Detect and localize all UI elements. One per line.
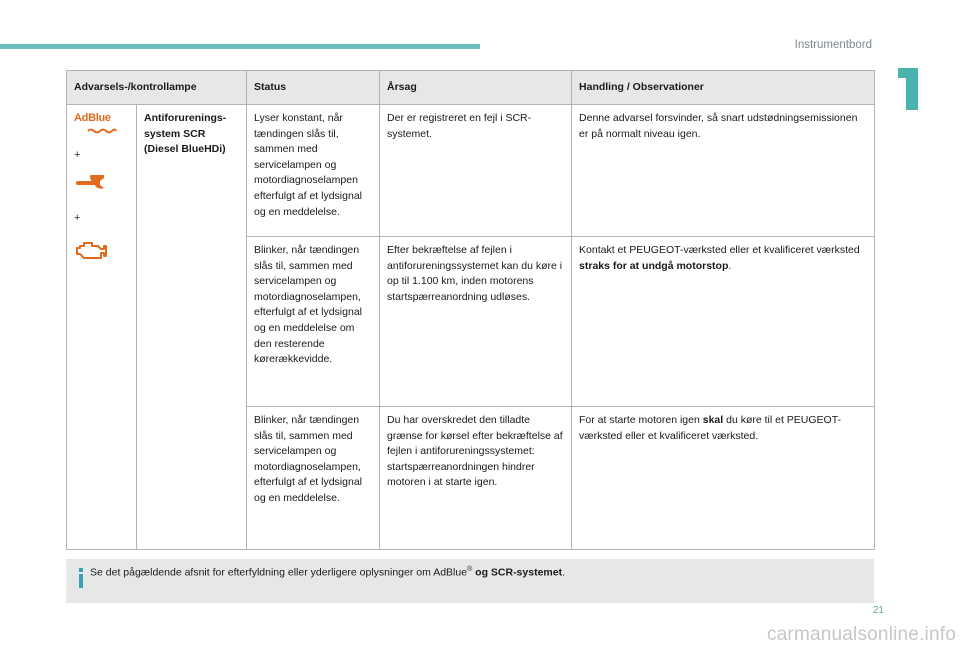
status-cell: Blinker, når tændingen slås til, sammen med servicelampen og motordiagnoselampen, efterfulgt af et lydsignal og en meddelelse om den resterende kørerækkevidde. [247, 237, 380, 407]
col-header-lamp: Advarsels-/kontrollampe [67, 71, 247, 105]
watermark: carmanualsonline.info [766, 624, 956, 645]
top-accent-bar [0, 44, 480, 49]
chapter-number-marker [898, 68, 920, 110]
adblue-warning-icon: AdBlue [74, 111, 129, 134]
service-wrench-icon [74, 175, 129, 197]
section-title: Instrumentbord [794, 39, 872, 51]
col-header-action: Handling / Observationer [572, 71, 875, 105]
lamp-icons-cell [67, 105, 137, 550]
plus-sign: + [74, 211, 81, 224]
status-cell: Blinker, når tændingen slås til, sammen med servicelampen og motordiagnoselampen, efterfulgt af et lydsignal og en meddelelse. [247, 407, 380, 550]
action-cell: Kontakt et PEUGEOT-værksted eller et kvalificeret værksted straks for at undgå motorstop. [572, 237, 875, 407]
status-cell: Lyser konstant, når tændingen slås til, sammen med servicelampen og motordiagnoselampen efterfulgt af et lydsignal og en meddelelse. [247, 105, 380, 237]
col-header-status: Status [247, 71, 380, 105]
cause-cell: Der er registreret en fejl i SCR-systemet. [380, 105, 572, 237]
action-cell: For at starte motoren igen skal du køre til et PEUGEOT-værksted eller et kvalificeret værksted. [572, 407, 875, 550]
page-number: 21 [872, 605, 884, 616]
table-row [67, 105, 875, 237]
info-note [66, 559, 874, 603]
action-cell: Denne advarsel forsvinder, så snart udstødningsemissionen er på normalt niveau igen. [572, 105, 875, 237]
cause-cell: Efter bekræftelse af fejlen i antiforureningssystemet kan du køre i op til 1.100 km, inden motorens startspærreanordning udløses. [380, 237, 572, 407]
system-name-cell: Antiforurenings-system SCR (Diesel BlueHDi) [137, 105, 247, 550]
info-icon [79, 568, 83, 588]
plus-sign: + [74, 148, 81, 161]
warning-lamp-table [66, 70, 875, 550]
engine-diagnostic-icon [74, 238, 129, 268]
table-header-row [67, 71, 875, 105]
col-header-cause: Årsag [380, 71, 572, 105]
cause-cell: Du har overskredet den tilladte grænse for kørsel efter bekræftelse af fejlen i antiforureningssystemet: startspærreanordningen hindrer motoren i at starte igen. [380, 407, 572, 550]
info-note-text: Se det pågældende afsnit for efterfyldning eller yderligere oplysninger om AdBlue® og SCR-systemet. [90, 566, 566, 579]
